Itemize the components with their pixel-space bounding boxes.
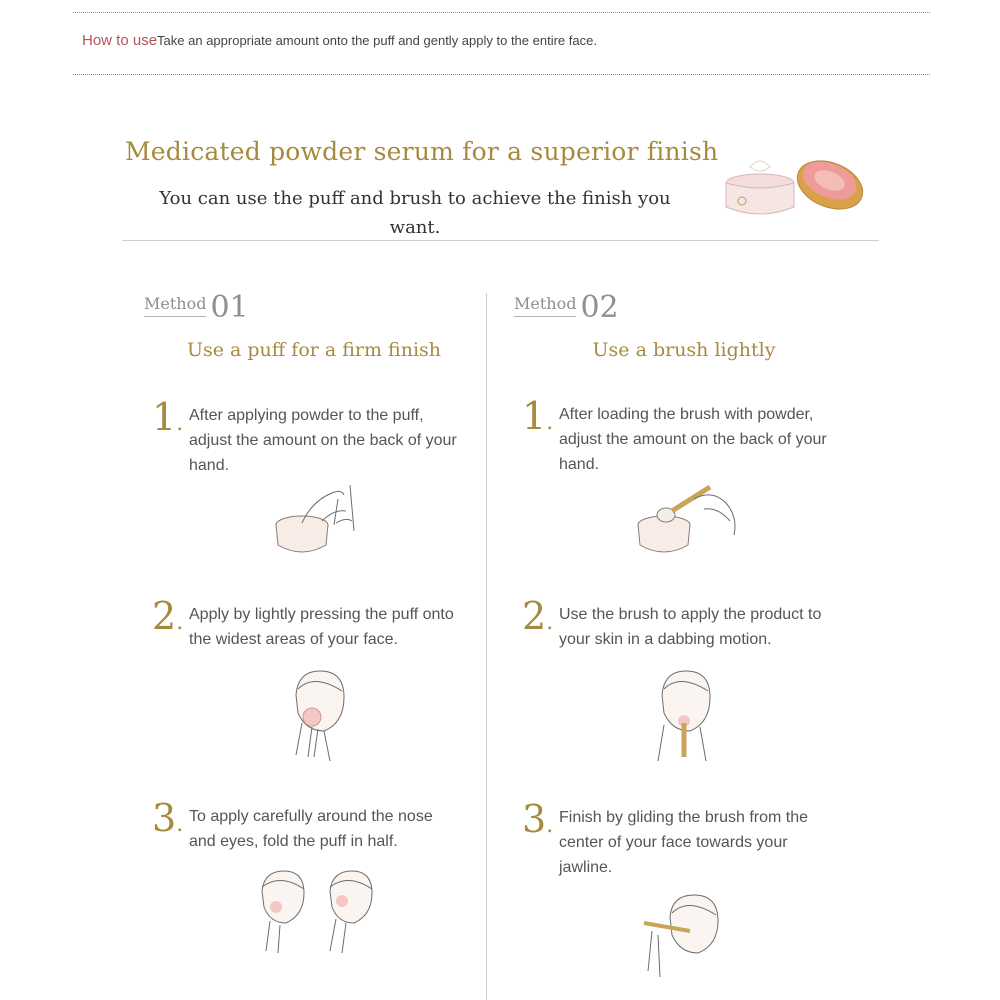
step-number: 1. bbox=[522, 394, 554, 438]
step-text: Apply by lightly pressing the puff onto the widest areas of your face. bbox=[189, 606, 454, 648]
method-02-column bbox=[514, 285, 874, 1000]
top-dotted-divider bbox=[73, 12, 930, 13]
step-text: Use the brush to apply the product to your skin in a dabbing motion. bbox=[559, 606, 822, 648]
step-text: Finish by gliding the brush from the center of your face towards your jawline. bbox=[559, 809, 809, 876]
method-number: 01 bbox=[210, 290, 249, 325]
step-number: 1. bbox=[152, 395, 184, 439]
how-to-use-text: Take an appropriate amount onto the puff and gently apply to the entire face. bbox=[157, 33, 597, 48]
method-01-column bbox=[144, 285, 504, 1000]
puff-on-jar-illustration bbox=[272, 481, 372, 561]
step-number: 3. bbox=[522, 797, 554, 841]
section-subtitle: You can use the puff and brush to achieve the finish you want. bbox=[159, 188, 671, 238]
method-02-heading bbox=[514, 290, 619, 325]
how-to-use-row bbox=[82, 32, 597, 49]
method-01-title: Use a puff for a firm finish bbox=[186, 339, 442, 361]
folded-puff-illustration bbox=[256, 867, 386, 957]
method-number: 02 bbox=[580, 290, 619, 325]
method-02-title: Use a brush lightly bbox=[592, 339, 776, 361]
method-label: Method bbox=[514, 294, 576, 317]
how-to-use-label: How to use bbox=[82, 32, 158, 49]
step-text: After loading the brush with powder, adjust the amount on the back of your hand. bbox=[559, 406, 827, 473]
step-text: To apply carefully around the nose and eyes, fold the puff in half. bbox=[189, 808, 433, 850]
product-jar-image bbox=[722, 145, 872, 225]
section-title: Medicated powder serum for a superior finish bbox=[125, 137, 719, 166]
step-text: After applying powder to the puff, adjust the amount on the back of your hand. bbox=[189, 407, 457, 474]
section-divider bbox=[122, 240, 879, 241]
bottom-dotted-divider bbox=[73, 74, 930, 75]
face-puff-illustration bbox=[284, 665, 354, 765]
face-brush-dab-illustration bbox=[650, 665, 720, 765]
method-label: Method bbox=[144, 294, 206, 317]
step-number: 2. bbox=[522, 594, 554, 638]
step-number: 2. bbox=[152, 594, 184, 638]
face-brush-glide-illustration bbox=[638, 891, 728, 981]
step-number: 3. bbox=[152, 796, 184, 840]
method-01-heading bbox=[144, 290, 249, 325]
brush-on-jar-illustration bbox=[634, 481, 744, 561]
